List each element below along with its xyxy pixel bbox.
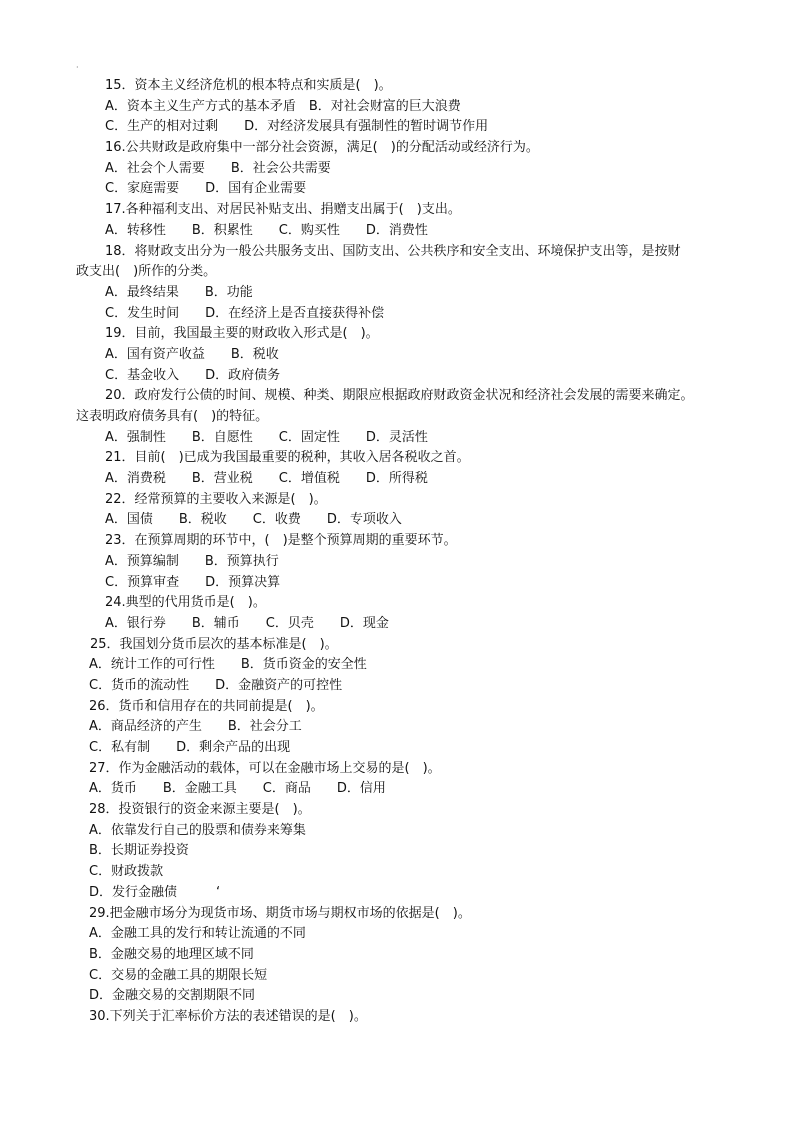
question-29: 29.把金融市场分为现货市场、期货市场与期权市场的依据是( )。 xyxy=(89,905,471,921)
q28-option-c: C．财政拨款 xyxy=(89,864,164,880)
q29-option-b: B．金融交易的地理区域不同 xyxy=(89,946,254,962)
question-17: 17.各种福利支出、对居民补贴支出、捐赠支出属于( )支出。 xyxy=(105,202,461,218)
question-25: 25．我国划分货币层次的基本标准是( )。 xyxy=(90,636,338,652)
q29-option-d: D．金融交易的交割期限不同 xyxy=(89,988,256,1004)
question-18-continued: 政支出( )所作的分类。 xyxy=(76,264,217,280)
q24-options: A．银行券 B．辅币 C．贝壳 D．现金 xyxy=(105,615,389,631)
question-26: 26．货币和信用存在的共同前提是( )。 xyxy=(89,698,324,714)
question-19: 19．目前，我国最主要的财政收入形式是( )。 xyxy=(105,326,379,342)
question-18: 18．将财政支出分为一般公共服务支出、国防支出、公共秩序和安全支出、环境保护支出等，是按财 xyxy=(105,243,681,259)
q27-options: A．货币 B．金融工具 C．商品 D．信用 xyxy=(89,781,386,797)
q28-option-b: B．长期证券投资 xyxy=(89,843,189,859)
q29-option-a: A．金融工具的发行和转让流通的不同 xyxy=(89,926,306,942)
q29-option-c: C．交易的金融工具的期限长短 xyxy=(89,967,268,983)
q25-options-cd: C．货币的流动性 D．金融资产的可控性 xyxy=(89,677,343,693)
q21-options: A．消费税 B．营业税 C．增值税 D．所得税 xyxy=(105,471,428,487)
q26-options-cd: C．私有制 D．剩余产品的出现 xyxy=(89,740,291,755)
q25-options-ab: A．统计工作的可行性 B．货币资金的安全性 xyxy=(89,657,367,673)
q26-options-ab: A．商品经济的产生 B．社会分工 xyxy=(89,719,302,735)
q28-option-a: A．依靠发行自己的股票和债券来筹集 xyxy=(89,822,306,838)
q18-options-cd: C．发生时间 D．在经济上是否直接获得补偿 xyxy=(105,305,385,321)
question-16: 16.公共财政是政府集中一部分社会资源，满足( )的分配活动或经济行为。 xyxy=(105,140,539,156)
q23-options-cd: C．预算审查 D．预算决算 xyxy=(105,574,281,590)
q15-options-ab: A．资本主义生产方式的基本矛盾 B．对社会财富的巨大浪费 xyxy=(105,98,461,114)
question-24: 24.典型的代用货币是( )。 xyxy=(105,595,266,611)
question-27: 27．作为金融活动的载体，可以在金融市场上交易的是( )。 xyxy=(89,760,441,776)
question-21: 21．目前( )已成为我国最重要的税种，其收入居各税收之首。 xyxy=(105,450,470,466)
question-list xyxy=(76,76,760,1028)
question-20-continued: 这表明政府债务具有( )的特征。 xyxy=(76,409,269,424)
question-15: 15．资本主义经济危机的根本特点和实质是( )。 xyxy=(105,78,392,93)
question-28: 28．投资银行的资金来源主要是( )。 xyxy=(89,802,311,818)
page-mark: · xyxy=(76,63,79,72)
question-20: 20．政府发行公债的时间、规模、种类、期限应根据政府财政资金状况和经济社会发展的需要来确定。 xyxy=(105,388,694,404)
q20-options: A．强制性 B．自愿性 C．固定性 D．灵活性 xyxy=(105,429,428,445)
q18-options-ab: A．最终结果 B．功能 xyxy=(105,284,253,300)
q19-options-cd: C．基金收入 D．政府债务 xyxy=(105,367,281,383)
q28-option-d: D．发行金融债 ‘ xyxy=(89,884,221,900)
question-30: 30.下列关于汇率标价方法的表述错误的是( )。 xyxy=(89,1008,367,1024)
q16-options-cd: C．家庭需要 D．国有企业需要 xyxy=(105,181,307,197)
question-23: 23．在预算周期的环节中，( )是整个预算周期的重要环节。 xyxy=(105,533,457,549)
q17-options: A．转移性 B．积累性 C．购买性 D．消费性 xyxy=(105,222,428,238)
q22-options: A．国债 B．税收 C．收费 D．专项收入 xyxy=(105,512,402,528)
q16-options-ab: A．社会个人需要 B．社会公共需要 xyxy=(105,160,331,176)
q23-options-ab: A．预算编制 B．预算执行 xyxy=(105,553,279,569)
question-22: 22．经常预算的主要收入来源是( )。 xyxy=(105,491,327,507)
q19-options-ab: A．国有资产收益 B．税收 xyxy=(105,346,279,362)
q15-options-cd: C．生产的相对过剩 D．对经济发展具有强制性的暂时调节作用 xyxy=(105,119,489,135)
